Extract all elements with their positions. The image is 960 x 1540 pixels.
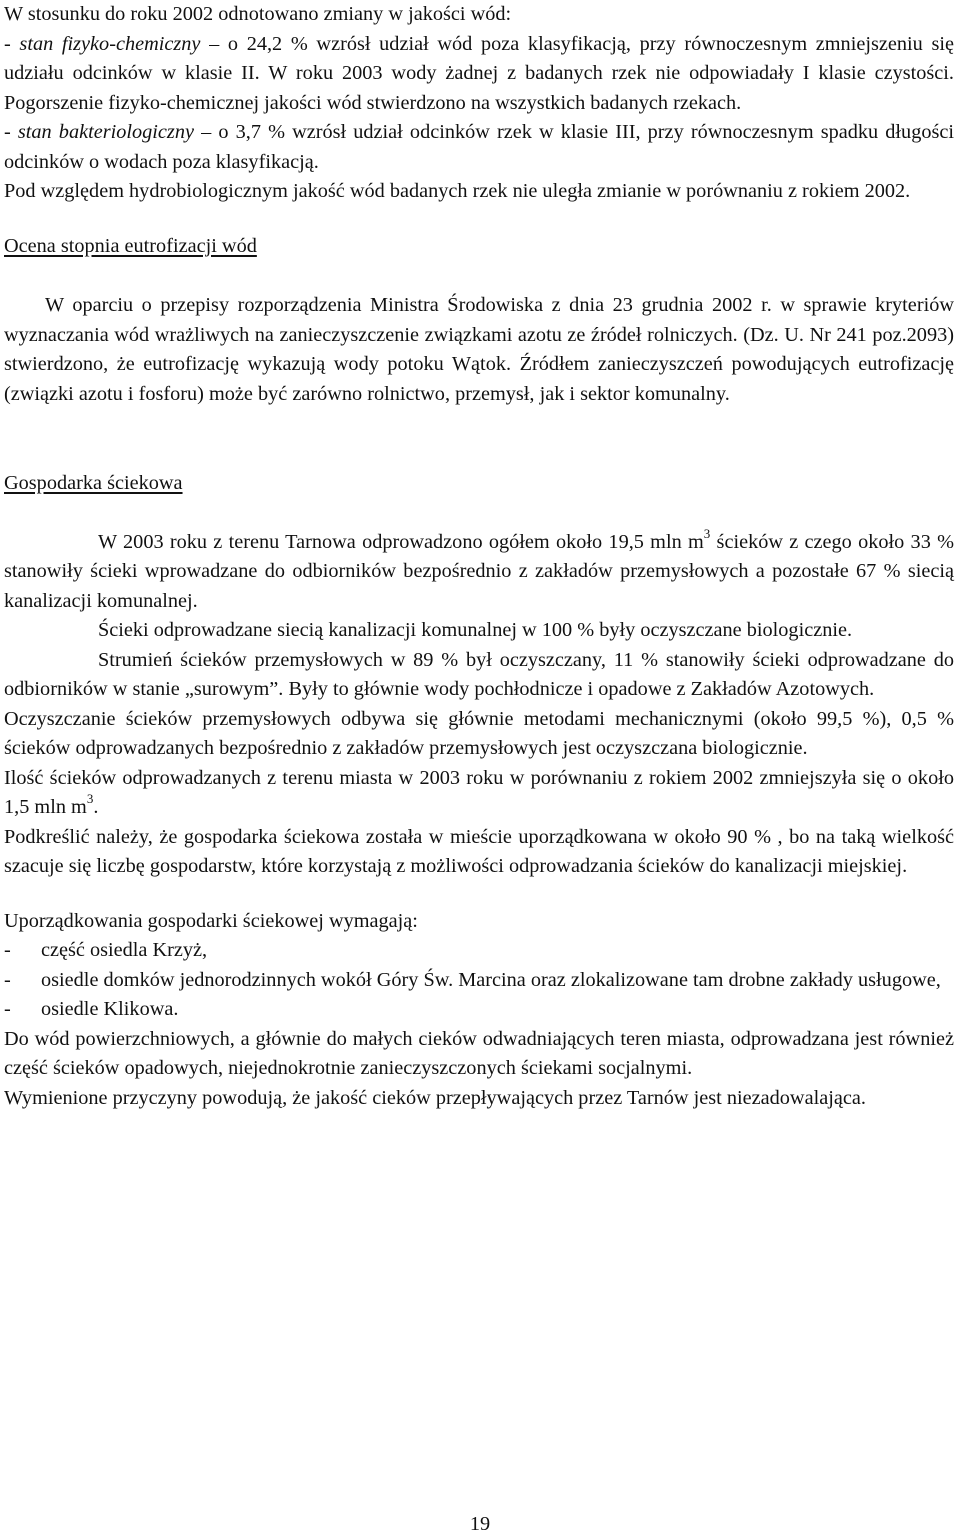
- bacteriological-state-prefix: -: [4, 121, 18, 143]
- wastewater-decrease-text: Ilość ścieków odprowadzanych z terenu miasta w 2003 roku w porównaniu z rokiem 2002 zmniejszyła się o około 1,5 mln m: [4, 766, 954, 818]
- conclusion-paragraph: Wymienione przyczyny powodują, że jakość cieków przepływających przez Tarnów jest niezadowalająca.: [4, 1086, 866, 1109]
- cubic-superscript-2: 3: [86, 791, 94, 807]
- hydrobiological-paragraph: Pod względem hydrobiologicznym jakość wód badanych rzek nie uległa zmianie w porównaniu z rokiem 2002.: [4, 180, 911, 202]
- water-quality-intro: W stosunku do roku 2002 odnotowano zmiany w jakości wód:: [4, 3, 512, 25]
- industrial-stream-paragraph: Strumień ścieków przemysłowych w 89 % był oczyszczany, 11 % stanowiły ścieki odprowadzane do odbiorników w stanie „surowym”. Były to głównie wody pochłodnicze i opadowe z Zakładów Azotowych.: [4, 648, 954, 700]
- chemical-state-prefix: -: [4, 32, 20, 55]
- bacteriological-state-text: – o 3,7 % wzrósł udział odcinków rzek w klasie III, przy równoczesnym spadku długości odcinków o wodach poza klasyfikacją.: [4, 121, 955, 173]
- industrial-treatment-paragraph: Oczyszczanie ścieków przemysłowych odbywa się głównie metodami mechanicznymi (około 99,5 %), 0,5 % ścieków odprowadzanych bezpośrednio z zakładów przemysłowych jest oczyszczana biologicznie.: [4, 707, 954, 759]
- municipal-sewage-paragraph: Ścieki odprowadzane siecią kanalizacji komunalnej w 100 % były oczyszczane biologicznie.: [98, 619, 853, 641]
- wastewater-decrease-paragraph: [4, 764, 954, 823]
- list-dash: -: [4, 998, 11, 1020]
- list-item-text: część osiedla Krzyż,: [41, 939, 208, 961]
- list-dash: -: [4, 939, 11, 961]
- list-item-text: osiedle Klikowa.: [41, 998, 179, 1020]
- page-number: 19: [469, 1513, 491, 1535]
- eutrophication-paragraph: W oparciu o przepisy rozporządzenia Ministra Środowiska z dnia 23 grudnia 2002 r. w sprawie kryteriów wyznaczania wód wrażliwych na zanieczyszczenie związkami azotu ze źródeł rolniczych. (Dz. U. Nr 241 poz.2093) stwierdzono, że eutrofizację wykazują wody potoku Wątok. Źródłem zanieczyszczeń powodujących eutrofizację (związki azotu i fosforu) może być zarówno rolnictwo, przemysł, jak i sektor komunalny.: [4, 294, 954, 405]
- wastewater-volume-text-2: ścieków z czego około 33 % stanowiły ścieki wprowadzane do odbiorników bezpośrednio z zakładów przemysłowych a pozostałe 67 % siecią kanalizacji komunalnej.: [4, 530, 954, 612]
- organization-paragraph: Podkreślić należy, że gospodarka ściekowa została w mieście uporządkowana w około 90 % , bo na taką wielkość szacuje się liczbę gospodarstw, które korzystają z możliwości odprowadzania ścieków do kanalizacji miejskiej.: [4, 825, 954, 877]
- list-dash: -: [4, 968, 11, 991]
- document-page: [4, 0, 954, 1113]
- needs-list: [4, 936, 954, 1025]
- wastewater-volume-paragraph: [4, 525, 954, 617]
- cubic-superscript: 3: [703, 525, 711, 541]
- wastewater-decrease-end: .: [93, 796, 99, 818]
- chemical-state-paragraph: [4, 30, 954, 119]
- list-item: [4, 966, 954, 996]
- wastewater-volume-text: W 2003 roku z terenu Tarnowa odprowadzono ogółem około 19,5 mln m: [98, 530, 704, 553]
- bacteriological-state-label: stan bakteriologiczny: [17, 121, 194, 143]
- needs-intro: Uporządkowania gospodarki ściekowej wymagają:: [4, 909, 418, 932]
- wastewater-heading: Gospodarka ściekowa: [4, 472, 183, 494]
- bacteriological-state-paragraph: [4, 118, 954, 177]
- chemical-state-text: – o 24,2 % wzrósł udział wód poza klasyfikacją, przy równoczesnym zmniejszeniu się udziału odcinków w klasie II. W roku 2003 wody żadnej z badanych rzek nie odpowiadały I klasie czystości. Pogorszenie fizyko-chemicznej jakości wód stwierdzono na wszystkich badanych rzekach.: [4, 32, 954, 114]
- list-item-text: osiedle domków jednorodzinnych wokół Góry Św. Marcina oraz zlokalizowane tam drobne zakłady usługowe,: [41, 968, 941, 991]
- eutrophication-heading: Ocena stopnia eutrofizacji wód: [4, 234, 257, 257]
- chemical-state-label: stan fizyko-chemiczny: [19, 32, 201, 55]
- list-item: [4, 995, 954, 1025]
- surface-water-paragraph: Do wód powierzchniowych, a głównie do małych cieków odwadniających teren miasta, odprowadzana jest również część ścieków opadowych, niejednokrotnie zanieczyszczonych ściekami socjalnymi.: [4, 1027, 954, 1079]
- list-item: [4, 936, 954, 966]
